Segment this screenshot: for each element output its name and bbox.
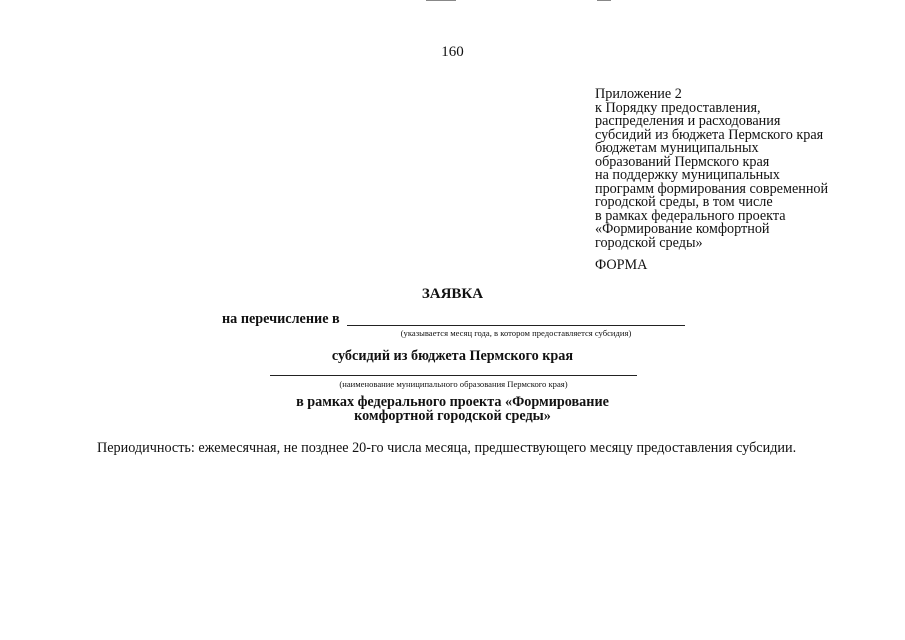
appendix-line: к Порядку предоставления, <box>595 99 761 116</box>
scan-edge-marks <box>0 0 905 4</box>
project-line: комфортной городской среды» <box>354 407 551 424</box>
appendix-line: распределения и расходования <box>595 113 781 129</box>
transfer-month-blank[interactable] <box>347 325 685 326</box>
subsidy-title: субсидий из бюджета Пермского края <box>331 348 574 364</box>
periodicity-text: Периодичность: ежемесячная, не позднее 20-го числа месяца, предшествующего месяцу предоставления субсидии. <box>97 440 797 456</box>
appendix-line: Приложение 2 <box>595 86 682 102</box>
scan-mark <box>426 0 456 1</box>
appendix-line: образований Пермского края <box>595 153 770 170</box>
appendix-line: на поддержку муниципальных <box>595 167 780 183</box>
appendix-line: в рамках федерального проекта <box>595 207 786 224</box>
transfer-prefix: на перечисление в <box>222 311 340 327</box>
appendix-block <box>595 88 895 250</box>
appendix-line: городской среды, в том числе <box>595 194 773 210</box>
municipality-blank[interactable] <box>270 375 637 376</box>
project-title <box>0 396 905 423</box>
appendix-line: «Формирование комфортной <box>595 221 770 237</box>
document-title: ЗАЯВКА <box>421 286 484 302</box>
scan-mark <box>597 0 611 1</box>
transfer-month-hint: (указывается месяц года, в котором предоставляется субсидия) <box>400 328 632 338</box>
appendix-line: субсидий из бюджета Пермского края <box>595 126 824 143</box>
project-line: в рамках федерального проекта «Формирование <box>296 394 609 410</box>
form-label: ФОРМА <box>595 257 648 273</box>
municipality-hint: (наименование муниципального образования Пермского края) <box>339 379 568 389</box>
appendix-line: программ формирования современной <box>595 180 829 197</box>
page-number: 160 <box>441 44 464 60</box>
appendix-line: городской среды» <box>595 234 703 251</box>
appendix-line: бюджетам муниципальных <box>595 140 759 156</box>
